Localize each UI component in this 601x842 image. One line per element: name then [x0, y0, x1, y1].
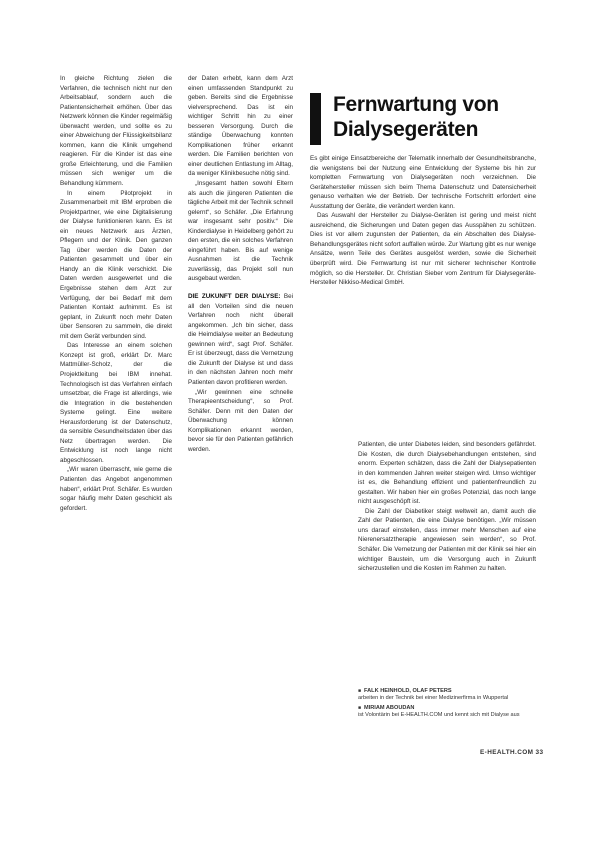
article-title: [333, 92, 538, 142]
author-role: arbeiten in der Technik bei einer Medizinerfirma in Wuppertal: [358, 695, 509, 701]
paragraph: Die Zahl der Diabetiker steigt weltweit an, damit auch die Zahl der Patienten, die eine Dialyse benötigen. „Wir müssen uns darauf einstellen, dass immer mehr Menschen auf eine Nierenersatztherapie angewiesen sein werden“, so Prof. Schäfer. Die Vernetzung der Patienten mit der Klinik sei hier ein wichtiger Baustein, um die Versorgung auch in Zukunft sicherzustellen und die Kosten im Rahmen zu halten.: [358, 507, 536, 573]
author-credit: [358, 705, 538, 719]
article-title-line: Dialysegeräten: [333, 118, 479, 141]
paragraph: „Insgesamt hatten sowohl Eltern als auch die jüngeren Patienten die tägliche Arbeit mit der Technik schnell gelernt“, so Schäfer. „Die Erfahrung war insgesamt sehr positiv.“ Die Kinderdialyse in Heidelberg gehört zu den ersten, die ein solches Verfahren eingeführt haben. Bis auf wenige Ausnahmen ist die Technik zuverlässig, das Projekt soll nun ausgebaut werden.: [188, 180, 293, 283]
text-column-3: [358, 440, 536, 574]
page-footer: E-HEALTH.COM 33: [480, 749, 544, 756]
paragraph: „Wir waren überrascht, wie gerne die Patienten das Angebot angenommen haben“, erklärt Prof. Schäfer. Es wurden sogar häufig mehr Daten geschickt als gefordert.: [60, 466, 173, 512]
author-credit: [358, 688, 538, 702]
article-lead: [310, 154, 536, 288]
author-role: ist Volontärin bei E-HEALTH.COM und kennt sich mit Dialyse aus: [358, 712, 520, 718]
text-column-1: [60, 74, 172, 513]
author-name: ■ FALK HEINHOLD, OLAF PETERS: [358, 688, 538, 695]
article-title-line: Fernwartung von: [333, 93, 499, 116]
title-accent-bar: [310, 93, 321, 145]
paragraph: Es gibt einige Einsatzbereiche der Telematik innerhalb der Gesundheitsbranche, die wenigstens bei der Nutzung eine Entwicklung der Systeme bis hin zur kompletten Fernwartung von Dialysegeräten noch verzeichnen. Die Gerätehersteller müssen sich beim Thema Datenschutz und Datensicherheit genauso verhalten wie der Betrieb. Der technische Fortschritt erfordert eine Ausstattung der Geräte, die verändert werden kann.: [310, 155, 536, 210]
paragraph: der Daten erhebt, kann dem Arzt einen umfassenden Standpunkt zu geben. Bereits sind die Ergebnisse vielversprechend. Das ist ein wichtiger Schritt hin zu einer besseren Versorgung. Durch die ständige Überwachung konnten Komplikationen früher erkannt werden. Die Familien berichten von einer deutlichen Entlastung im Alltag, da weniger Klinikbesuche nötig sind.: [188, 75, 293, 178]
section-subheading: DIE ZUKUNFT DER DIALYSE:: [188, 293, 281, 301]
paragraph: In einem Pilotprojekt in Zusammenarbeit mit IBM erproben die Projektpartner, wie eine Digitalisierung der Dialyse funktionieren kann. Es ist ein neues Netzwerk aus Ärzten, Pflegern und der Klinik. Den ganzen Tag über werden die Daten der Patienten gesammelt und über ein Handy an die Klinik verschickt. Die Daten werden ausgewertet und die Ergebnisse stehen dem Arzt zur Verfügung, der bei Bedarf mit dem Patienten Kontakt aufnimmt. Es ist geplant, in Zukunft noch mehr Daten über Sensoren zu sammeln, die direkt mit dem Gerät verbunden sind.: [60, 189, 172, 340]
paragraph: Patienten, die unter Diabetes leiden, sind besonders gefährdet. Die Kosten, die durch Dialysebehandlungen entstehen, sind enorm. Experten schätzen, dass die Zahl der Dialysepatienten in den kommenden Jahren weiter steigen wird. Umso wichtiger ist es, die Behandlung effizient und patientenfreundlich zu gestalten. Wir haben hier ein großes Potenzial, das noch lange nicht ausgeschöpft ist.: [358, 441, 536, 506]
paragraph: In gleiche Richtung zielen die Verfahren, die technisch nicht nur den Arbeitsablauf, sondern auch die Patientensicherheit erhöhen. Über das Netzwerk können die Kinder regelmäßig überwacht werden, und sollte es zu einer Abweichung der Flüssigkeitsbilanz kommen, kann die Klinik umgehend reagieren. Für die Kinder ist das eine große Erleichterung, und die Familien müssen sich weniger um die Behandlung kümmern.: [60, 75, 173, 188]
paragraph: Das Auswahl der Hersteller zu Dialyse-Geräten ist gering und meist nicht ausreichend, die Sicherungen und Daten gegen das Ausspähen zu schützen. Dies ist vor allem zugunsten der Patienten, da ein Abschalten des Dialyse-Behandlungsgerätes nicht sofort auffallen würde. Zur Wartung gibt es nur wenige Ansätze, wenn Teile des Gerätes ausgelöst werden, sowie die Sicherheit überprüft wird. Die Fernwartung ist nur mit sicherer technischer Kontrolle möglich, so die Hersteller. Dr. Christian Sieber vom Zentrum für Dialysegeräte-Hersteller Nikkiso-Medical GmbH.: [310, 212, 536, 287]
paragraph: „Wir gewinnen eine schnelle Therapieentscheidung“, so Prof. Schäfer. Denn mit den Daten der Überwachung können Komplikationen erkannt werden, bevor sie für den Patienten gefährlich werden.: [188, 388, 293, 453]
author-credits: [358, 688, 538, 722]
paragraph: Das Interesse an einem solchen Konzept ist groß, erklärt Dr. Marc Mattmüller-Scholz, der die Projektleitung bei IBM innehat. Technologisch ist das Verfahren einfach umsetzbar, die Frage ist allerdings, wie die Integration in die bestehenden Systeme gelingt. Eine weitere Herausforderung ist der Datenschutz, da sensible Gesundheitsdaten über das Netz übertragen werden. Die Entwicklung ist noch lange nicht abgeschlossen.: [60, 342, 172, 464]
text-column-2: [188, 74, 293, 454]
paragraph: Bei all den Vorteilen sind die neuen Verfahren noch nicht überall angekommen. „Ich bin sicher, dass die Heimdialyse weiter an Bedeutung gewinnen wird“, sagt Prof. Schäfer. Er ist überzeugt, dass die Vernetzung die Zukunft der Dialyse ist und dass in den nächsten Jahren noch mehr Patienten davon profitieren werden.: [188, 293, 293, 386]
author-name: ■ MIRIAM ABOUDAN: [358, 705, 538, 712]
